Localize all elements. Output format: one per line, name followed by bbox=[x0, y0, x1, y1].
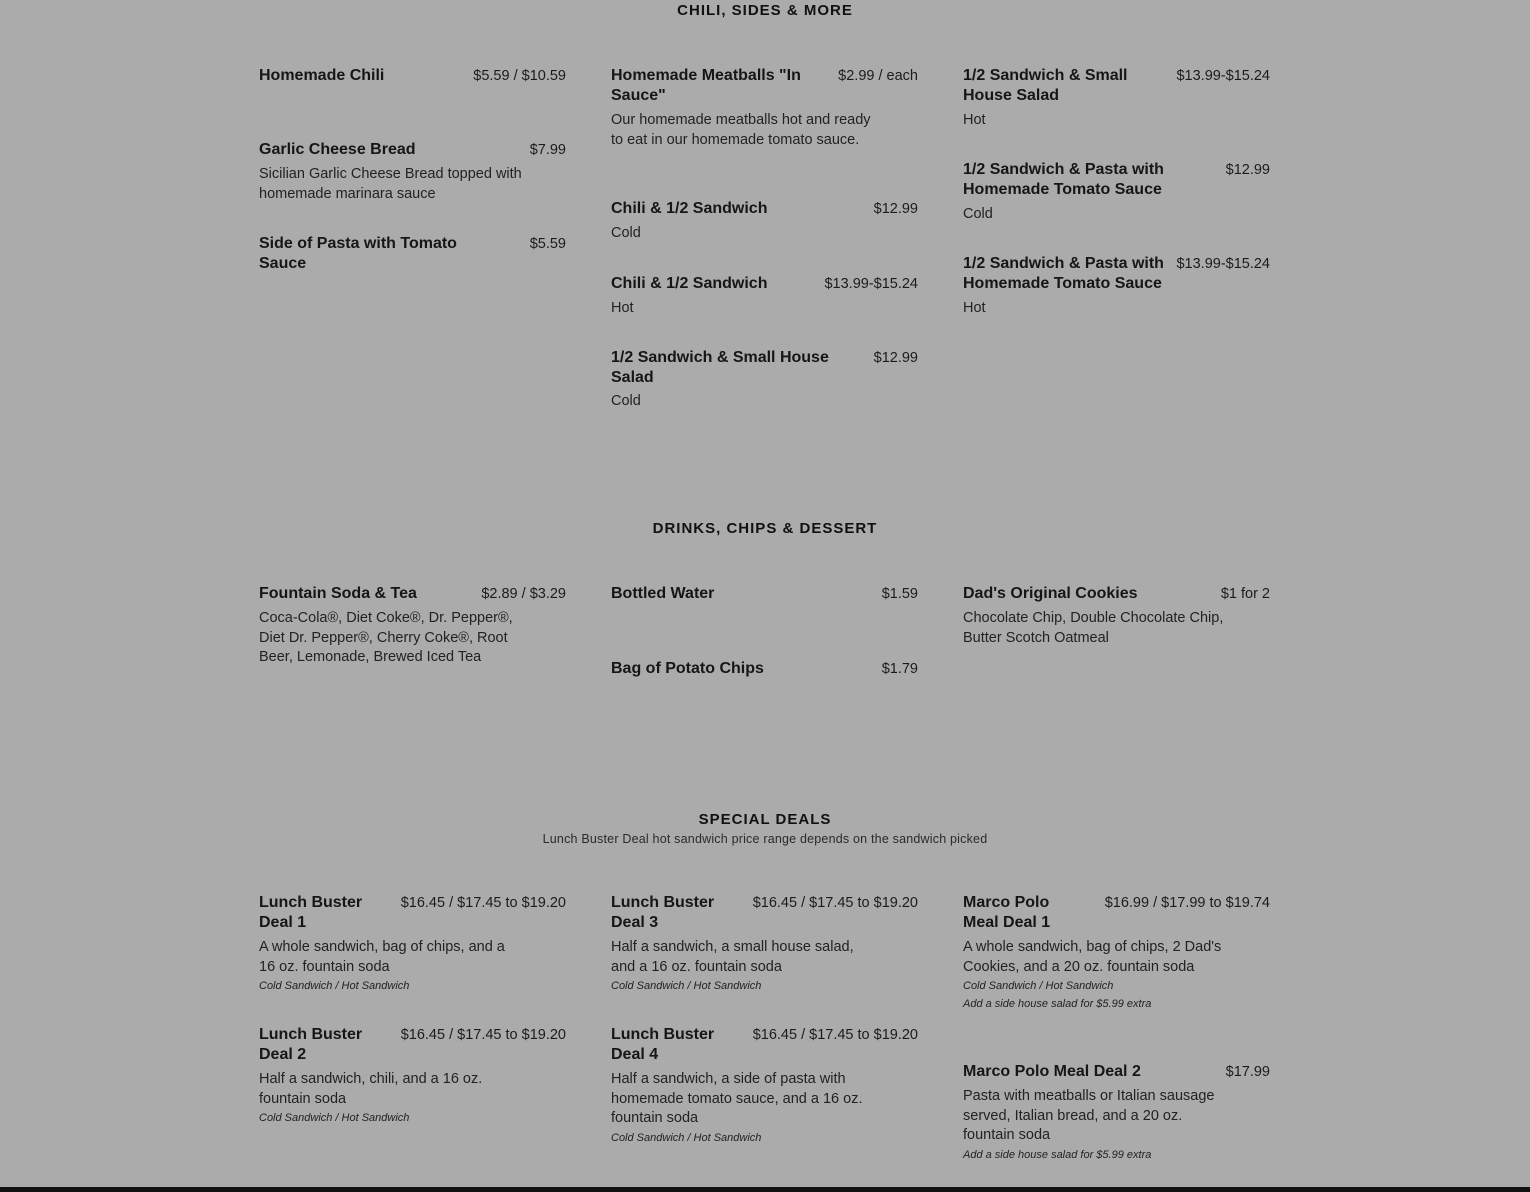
menu-item-marco-polo-deal-2[interactable] bbox=[963, 1062, 1270, 1164]
item-name: Dad's Original Cookies bbox=[963, 585, 1138, 602]
item-description: Sicilian Garlic Cheese Bread topped with homemade marinara sauce bbox=[259, 166, 522, 202]
item-name: Homemade Meatballs "In Sauce" bbox=[611, 67, 801, 104]
item-price: $5.59 bbox=[529, 236, 566, 252]
item-description: Half a sandwich, chili, and a 16 oz. fountain soda bbox=[259, 1071, 483, 1107]
item-note: Cold Sandwich / Hot Sandwich bbox=[611, 1131, 762, 1144]
item-price: $7.99 bbox=[529, 142, 566, 158]
item-name: Marco Polo Meal Deal 1 bbox=[963, 894, 1051, 931]
item-name: Lunch Buster Deal 2 bbox=[259, 1026, 363, 1063]
item-price: $5.59 / $10.59 bbox=[473, 68, 566, 84]
item-description: Our homemade meatballs hot and ready to eat in our homemade tomato sauce. bbox=[611, 112, 871, 148]
menu-item-potato-chips[interactable] bbox=[611, 659, 918, 679]
item-name: Lunch Buster Deal 3 bbox=[611, 894, 715, 931]
item-note: Cold Sandwich / Hot Sandwich bbox=[259, 980, 410, 993]
item-description: Hot bbox=[611, 300, 634, 316]
item-name: Garlic Cheese Bread bbox=[259, 141, 416, 158]
item-name: Marco Polo Meal Deal 2 bbox=[963, 1063, 1141, 1080]
section-title-drinks-chips: DRINKS, CHIPS & DESSERT bbox=[652, 520, 878, 537]
item-price: $16.45 / $17.45 to $19.20 bbox=[400, 895, 566, 911]
menu-item-chili-half-sandwich-hot[interactable] bbox=[611, 274, 918, 319]
item-name: Side of Pasta with Tomato Sauce bbox=[259, 235, 457, 272]
item-name: Lunch Buster Deal 4 bbox=[611, 1026, 715, 1063]
item-name: Chili & 1/2 Sandwich bbox=[611, 275, 768, 292]
item-note: Cold Sandwich / Hot Sandwich bbox=[259, 1112, 410, 1125]
item-description: Chocolate Chip, Double Chocolate Chip, Butter Scotch Oatmeal bbox=[963, 610, 1224, 646]
menu-item-half-sandwich-salad-cold[interactable] bbox=[611, 348, 918, 412]
item-price: $13.99-$15.24 bbox=[1176, 256, 1270, 272]
item-name: Lunch Buster Deal 1 bbox=[259, 894, 363, 931]
item-note-extra: Add a side house salad for $5.99 extra bbox=[963, 998, 1152, 1011]
menu-item-garlic-cheese-bread[interactable] bbox=[259, 140, 566, 204]
menu-item-lunch-buster-deal-4[interactable] bbox=[611, 1025, 918, 1147]
item-description: Coca-Cola®, Diet Coke®, Dr. Pepper®, Diet Dr. Pepper®, Cherry Coke®, Root Beer, Lemonade, Brewed Iced Tea bbox=[259, 610, 513, 666]
item-description: A whole sandwich, bag of chips, and a 16 oz. fountain soda bbox=[259, 939, 505, 975]
menu-item-lunch-buster-deal-1[interactable] bbox=[259, 893, 566, 995]
item-price: $2.99 / each bbox=[838, 68, 918, 84]
item-price: $13.99-$15.24 bbox=[824, 276, 918, 292]
section-title-chili-sides: CHILI, SIDES & MORE bbox=[677, 2, 853, 19]
menu-item-half-sandwich-pasta-cold[interactable] bbox=[963, 160, 1270, 225]
item-name: Bag of Potato Chips bbox=[611, 660, 764, 677]
item-name: 1/2 Sandwich & Pasta with Homemade Tomato Sauce bbox=[963, 161, 1164, 198]
item-description: A whole sandwich, bag of chips, 2 Dad's Cookies, and a 20 oz. fountain soda bbox=[963, 939, 1222, 975]
section-title-special-deals: SPECIAL DEALS bbox=[698, 811, 832, 828]
item-price: $16.45 / $17.45 to $19.20 bbox=[752, 895, 918, 911]
menu-item-fountain-soda[interactable] bbox=[259, 584, 566, 668]
item-price: $13.99-$15.24 bbox=[1176, 68, 1270, 84]
item-price: $1.79 bbox=[881, 661, 918, 677]
item-price: $12.99 bbox=[873, 350, 918, 366]
menu-item-homemade-chili[interactable] bbox=[259, 66, 566, 86]
item-price: $1.59 bbox=[881, 586, 918, 602]
menu-item-homemade-meatballs[interactable] bbox=[611, 66, 918, 150]
item-description: Cold bbox=[963, 206, 993, 222]
item-price: $16.99 / $17.99 to $19.74 bbox=[1104, 895, 1270, 911]
item-name: 1/2 Sandwich & Pasta with Homemade Tomato Sauce bbox=[963, 255, 1164, 292]
menu-item-dads-cookies[interactable] bbox=[963, 584, 1270, 648]
item-note: Cold Sandwich / Hot Sandwich bbox=[963, 980, 1114, 993]
item-description: Pasta with meatballs or Italian sausage served, Italian bread, and a 20 oz. fountain soda bbox=[963, 1088, 1215, 1144]
item-price: $12.99 bbox=[1225, 162, 1270, 178]
bottom-divider bbox=[0, 1187, 1530, 1192]
item-name: Homemade Chili bbox=[259, 67, 385, 84]
menu-item-side-of-pasta[interactable] bbox=[259, 234, 566, 274]
menu-item-marco-polo-deal-1[interactable] bbox=[963, 893, 1270, 1013]
item-name: Chili & 1/2 Sandwich bbox=[611, 200, 768, 217]
menu-item-lunch-buster-deal-3[interactable] bbox=[611, 893, 918, 995]
item-note: Cold Sandwich / Hot Sandwich bbox=[611, 980, 762, 993]
item-price: $16.45 / $17.45 to $19.20 bbox=[400, 1027, 566, 1043]
item-price: $17.99 bbox=[1225, 1064, 1270, 1080]
item-name: Bottled Water bbox=[611, 585, 715, 602]
menu-item-lunch-buster-deal-2[interactable] bbox=[259, 1025, 566, 1127]
menu-item-half-sandwich-pasta-hot[interactable] bbox=[963, 254, 1270, 319]
item-description: Cold bbox=[611, 393, 641, 409]
item-description: Cold bbox=[611, 225, 641, 241]
item-description: Hot bbox=[963, 112, 986, 128]
menu-item-chili-half-sandwich-cold[interactable] bbox=[611, 199, 918, 244]
item-description: Half a sandwich, a side of pasta with homemade tomato sauce, and a 16 oz. fountain soda bbox=[611, 1071, 863, 1127]
item-description: Half a sandwich, a small house salad, and a 16 oz. fountain soda bbox=[611, 939, 854, 975]
section-subtitle-special-deals: Lunch Buster Deal hot sandwich price range depends on the sandwich picked bbox=[542, 832, 988, 846]
item-name: 1/2 Sandwich & Small House Salad bbox=[611, 349, 829, 386]
item-price: $12.99 bbox=[873, 201, 918, 217]
item-name: 1/2 Sandwich & Small House Salad bbox=[963, 67, 1128, 104]
menu-item-bottled-water[interactable] bbox=[611, 584, 918, 604]
item-name: Fountain Soda & Tea bbox=[259, 585, 417, 602]
item-price: $2.89 / $3.29 bbox=[481, 586, 566, 602]
item-price: $1 for 2 bbox=[1220, 586, 1270, 602]
menu-item-half-sandwich-salad-hot[interactable] bbox=[963, 66, 1270, 131]
item-note: Add a side house salad for $5.99 extra bbox=[963, 1148, 1152, 1161]
item-description: Hot bbox=[963, 300, 986, 316]
item-price: $16.45 / $17.45 to $19.20 bbox=[752, 1027, 918, 1043]
